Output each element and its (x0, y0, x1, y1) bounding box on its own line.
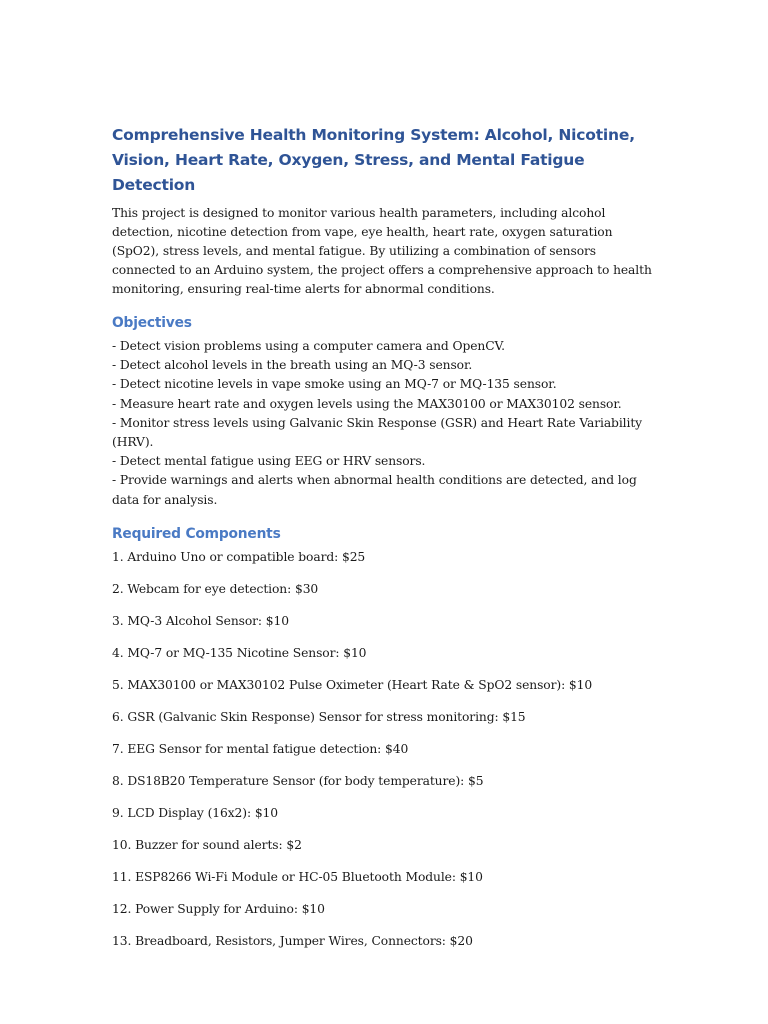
component-item: 13. Breadboard, Resistors, Jumper Wires, Connectors: $20 (112, 933, 473, 948)
component-item: 8. DS18B20 Temperature Sensor (for body temperature): $5 (112, 773, 484, 788)
component-item: 4. MQ-7 or MQ-135 Nicotine Sensor: $10 (112, 645, 367, 660)
component-item: 9. LCD Display (16x2): $10 (112, 805, 279, 820)
objective-item: - Detect nicotine levels in vape smoke using an MQ-7 or MQ-135 sensor. (112, 377, 557, 392)
objective-item: - Monitor stress levels using Galvanic Skin Response (GSR) and Heart Rate Variability (HRV). (112, 415, 643, 450)
components-heading: Required Components (112, 525, 281, 542)
component-item: 3. MQ-3 Alcohol Sensor: $10 (112, 613, 289, 628)
objective-item: - Provide warnings and alerts when abnormal health conditions are detected, and log data for analysis. (112, 473, 637, 507)
objective-item: - Measure heart rate and oxygen levels using the MAX30100 or MAX30102 sensor. (112, 396, 622, 411)
document-title: Comprehensive Health Monitoring System: Alcohol, Nicotine, Vision, Heart Rate, Oxygen, Stress, and Mental Fatigue Detection (112, 126, 635, 194)
components-list (112, 548, 657, 951)
objective-item: - Detect vision problems using a computer camera and OpenCV. (112, 339, 505, 353)
component-item: 5. MAX30100 or MAX30102 Pulse Oximeter (Heart Rate & SpO2 sensor): $10 (112, 677, 593, 692)
component-item: 1. Arduino Uno or compatible board: $25 (112, 549, 366, 564)
intro-paragraph: This project is designed to monitor various health parameters, including alcohol detection, nicotine detection from vape, eye health, heart rate, oxygen saturation (SpO2), stress levels, and mental fatigue. By utilizing a combination of sensors connected to an Arduino system, the project offers a comprehensive approach to health monitoring, ensuring real-time alerts for abnormal conditions. (112, 206, 652, 296)
component-item: 10. Buzzer for sound alerts: $2 (112, 837, 302, 852)
component-item: 11. ESP8266 Wi-Fi Module or HC-05 Bluetooth Module: $10 (112, 869, 483, 884)
component-item: 12. Power Supply for Arduino: $10 (112, 901, 325, 916)
objectives-heading: Objectives (112, 315, 192, 331)
objective-item: - Detect mental fatigue using EEG or HRV sensors. (112, 454, 426, 469)
objective-item: - Detect alcohol levels in the breath using an MQ-3 sensor. (112, 358, 473, 373)
component-item: 2. Webcam for eye detection: $30 (112, 581, 319, 596)
document-body (112, 123, 657, 964)
objectives-list (112, 337, 657, 510)
component-item: 7. EEG Sensor for mental fatigue detection: $40 (112, 741, 409, 756)
component-item: 6. GSR (Galvanic Skin Response) Sensor for stress monitoring: $15 (112, 709, 526, 724)
